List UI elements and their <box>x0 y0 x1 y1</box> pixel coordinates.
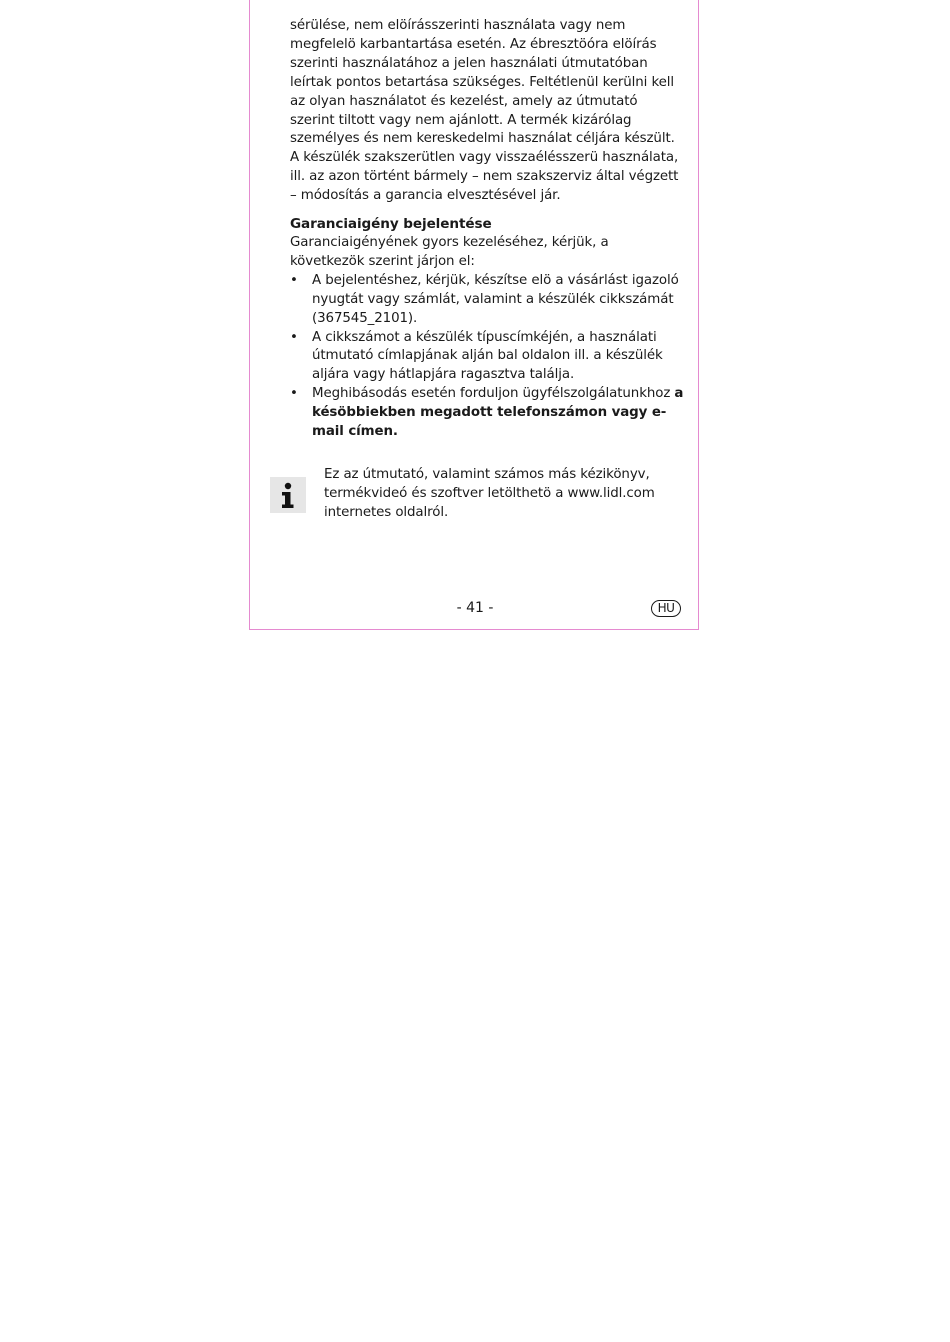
bullet-icon: • <box>290 329 298 345</box>
instruction-list <box>290 272 685 442</box>
info-icon <box>270 477 306 513</box>
list-item-text: A bejelentéshez, kérjük, készítse elö a vásárlást igazoló nyugtát vagy számlát, valamint a készülék cikkszámát (367545_2101). <box>312 272 679 326</box>
list-item-text: A cikkszámot a készülék típuscímkéjén, a használati útmutató címlapjának alján bal oldalon ill. a készülék aljára vagy hátlapjára ragasztva találja. <box>312 329 663 383</box>
warranty-terms-paragraph: sérülése, nem elöírásszerinti használata vagy nem megfelelö karbantartása esetén. Az ébresztöóra elöírás szerinti használatához a jelen használati útmutatóban leírtak pontos betartása szükséges. Feltétlenül kerülni kell az olyan használatot és kezelést, amely az útmutató szerint tiltott vagy nem ajánlott. A termék kizárólag személyes és nem kereskedelmi használat céljára készült. A készülék szakszerütlen vagy visszaélésszerü használata, ill. az azon történt bármely – nem szakszerviz által végzett – módosítás a garancia elvesztésével jár. <box>290 18 679 204</box>
page-number: - 41 - <box>456 600 494 616</box>
bullet-icon: • <box>290 386 298 402</box>
info-note-text: Ez az útmutató, valamint számos más kézikönyv, termékvideó és szoftver letölthetö a www.lidl.com internetes oldalról. <box>324 467 655 520</box>
intro-paragraph: Garanciaigényének gyors kezeléséhez, kérjük, a következök szerint járjon el: <box>290 234 609 269</box>
list-item-text: Meghibásodás esetén forduljon ügyfélszolgálatunkhoz <box>312 386 675 402</box>
list-item <box>290 272 685 329</box>
list-item <box>290 329 685 386</box>
language-badge: HU <box>651 600 681 617</box>
list-item-bold-text: a késöbbiekben megadott telefonszámon vagy e-mail címen. <box>312 386 684 440</box>
manual-content <box>290 17 685 442</box>
section-heading: Garanciaigény bejelentése <box>290 216 492 233</box>
list-item <box>290 385 685 442</box>
bullet-icon: • <box>290 272 298 288</box>
